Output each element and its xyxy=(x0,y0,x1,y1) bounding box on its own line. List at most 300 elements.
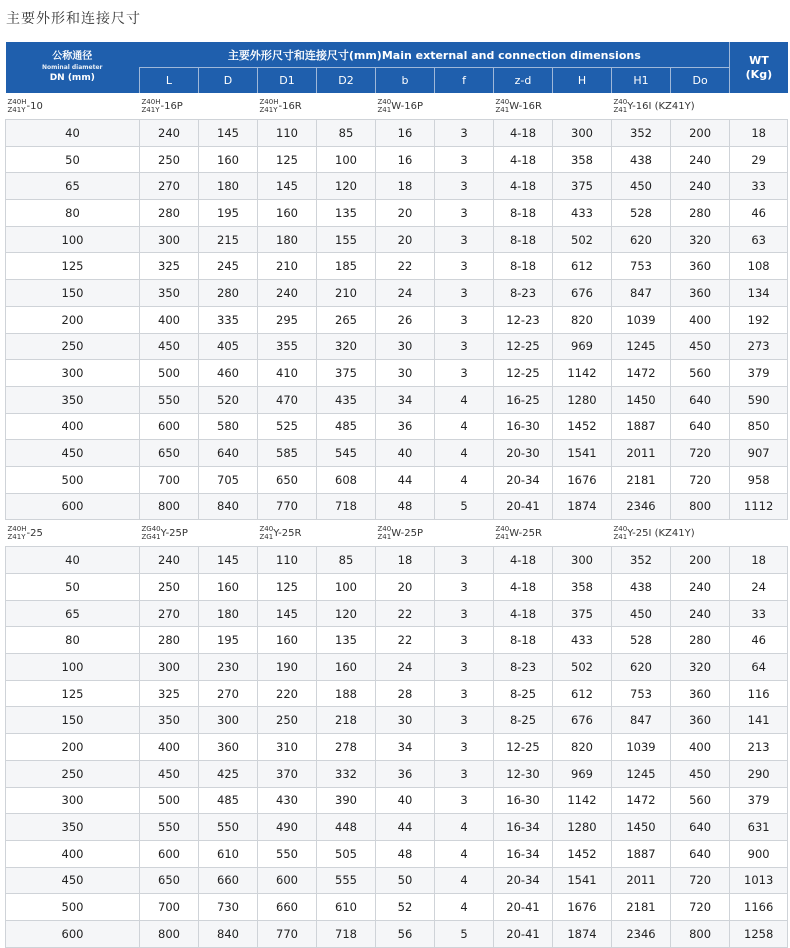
table-row xyxy=(6,360,788,387)
table-cell: 3 xyxy=(435,734,494,761)
table-cell: 358 xyxy=(553,146,612,173)
table-cell: 460 xyxy=(199,360,258,387)
dn-cell: 80 xyxy=(6,627,140,654)
dn-cell: 500 xyxy=(6,894,140,921)
model-suffix: Y-25R xyxy=(273,527,302,539)
table-cell: 705 xyxy=(199,466,258,493)
table-cell: 20-34 xyxy=(494,466,553,493)
table-cell: 352 xyxy=(612,547,671,574)
table-cell: 375 xyxy=(317,360,376,387)
model-prefix-line: Z41 xyxy=(613,533,628,542)
table-row xyxy=(6,413,788,440)
table-cell: 1039 xyxy=(612,306,671,333)
table-cell: 502 xyxy=(553,226,612,253)
dn-cell: 125 xyxy=(6,253,140,280)
table-cell: 660 xyxy=(199,867,258,894)
table-cell: 400 xyxy=(140,734,199,761)
table-cell: 400 xyxy=(140,306,199,333)
model-prefix xyxy=(378,98,392,114)
dn-cell: 40 xyxy=(6,547,140,574)
dn-cell: 300 xyxy=(6,360,140,387)
table-row xyxy=(6,600,788,627)
table-row xyxy=(6,787,788,814)
table-row xyxy=(6,867,788,894)
model-prefix-line: Z41 xyxy=(495,106,510,114)
table-cell: 560 xyxy=(671,787,730,814)
table-cell: 250 xyxy=(140,146,199,173)
table-cell: 213 xyxy=(730,734,788,761)
table-cell: 180 xyxy=(199,173,258,200)
model-prefix xyxy=(142,525,161,541)
table-row xyxy=(6,120,788,147)
table-cell: 800 xyxy=(671,493,730,520)
table-cell: 192 xyxy=(730,306,788,333)
table-cell: 430 xyxy=(258,787,317,814)
table-cell: 12-23 xyxy=(494,306,553,333)
table-cell: 720 xyxy=(671,867,730,894)
model-prefix-line: Z41 xyxy=(613,106,628,114)
model-suffix: W-16R xyxy=(509,100,542,112)
model-prefix-line: Z41 xyxy=(377,106,392,114)
table-cell: 12-30 xyxy=(494,760,553,787)
dn-cell: 400 xyxy=(6,413,140,440)
table-row xyxy=(6,707,788,734)
table-cell: 2346 xyxy=(612,493,671,520)
model-prefix xyxy=(614,98,628,114)
table-cell: 16-30 xyxy=(494,787,553,814)
model-prefix xyxy=(260,98,279,114)
model-label xyxy=(376,520,494,547)
table-cell: 3 xyxy=(435,146,494,173)
table-cell: 85 xyxy=(317,547,376,574)
model-prefix-line: Z40H xyxy=(7,98,27,106)
table-cell: 24 xyxy=(376,280,435,307)
table-cell: 1142 xyxy=(553,360,612,387)
table-cell: 240 xyxy=(671,146,730,173)
table-row xyxy=(6,466,788,493)
model-suffix: Y-16I (KZ41Y) xyxy=(627,100,695,112)
table-cell: 610 xyxy=(317,894,376,921)
table-cell: 44 xyxy=(376,466,435,493)
table-cell: 4 xyxy=(435,413,494,440)
table-cell: 220 xyxy=(258,680,317,707)
table-cell: 278 xyxy=(317,734,376,761)
table-cell: 16-30 xyxy=(494,413,553,440)
table-cell: 500 xyxy=(140,787,199,814)
table-cell: 145 xyxy=(199,120,258,147)
table-cell: 120 xyxy=(317,600,376,627)
table-cell: 1541 xyxy=(553,867,612,894)
table-cell: 250 xyxy=(258,707,317,734)
table-cell: 3 xyxy=(435,280,494,307)
model-label xyxy=(6,93,140,120)
dn-cell: 150 xyxy=(6,280,140,307)
table-cell: 433 xyxy=(553,200,612,227)
table-cell: 753 xyxy=(612,253,671,280)
dn-cell: 450 xyxy=(6,440,140,467)
table-row xyxy=(6,493,788,520)
dn-cell: 600 xyxy=(6,493,140,520)
table-cell: 300 xyxy=(553,120,612,147)
table-cell: 676 xyxy=(553,707,612,734)
table-cell: 3 xyxy=(435,547,494,574)
table-cell: 350 xyxy=(140,707,199,734)
table-row xyxy=(6,814,788,841)
table-cell: 840 xyxy=(199,493,258,520)
table-cell: 770 xyxy=(258,920,317,947)
model-prefix-line: Z41 xyxy=(495,533,510,542)
model-label xyxy=(258,93,376,120)
table-cell: 185 xyxy=(317,253,376,280)
table-cell: 1676 xyxy=(553,894,612,921)
table-cell: 600 xyxy=(258,867,317,894)
table-cell: 969 xyxy=(553,760,612,787)
table-row xyxy=(6,226,788,253)
table-cell: 240 xyxy=(140,547,199,574)
table-cell: 188 xyxy=(317,680,376,707)
table-cell: 12-25 xyxy=(494,333,553,360)
table-cell: 20-30 xyxy=(494,440,553,467)
table-cell: 360 xyxy=(671,280,730,307)
table-row xyxy=(6,840,788,867)
table-cell: 450 xyxy=(671,333,730,360)
table-cell: 300 xyxy=(140,226,199,253)
table-cell: 4 xyxy=(435,840,494,867)
table-cell: 33 xyxy=(730,173,788,200)
table-cell: 700 xyxy=(140,466,199,493)
table-row xyxy=(6,173,788,200)
model-label xyxy=(494,93,612,120)
table-cell: 36 xyxy=(376,413,435,440)
table-cell: 640 xyxy=(199,440,258,467)
table-cell: 4-18 xyxy=(494,547,553,574)
model-prefix-line: Z41Y xyxy=(259,106,278,114)
table-cell: 640 xyxy=(671,413,730,440)
table-cell: 160 xyxy=(199,146,258,173)
table-row xyxy=(6,760,788,787)
model-prefix-line: Z40 xyxy=(613,98,628,106)
table-cell: 608 xyxy=(317,466,376,493)
model-prefix xyxy=(496,98,510,114)
table-cell: 22 xyxy=(376,627,435,654)
table-cell: 4-18 xyxy=(494,600,553,627)
table-cell: 300 xyxy=(140,654,199,681)
table-cell: 145 xyxy=(258,173,317,200)
dn-cell: 80 xyxy=(6,200,140,227)
model-suffix: W-16P xyxy=(391,100,424,112)
model-prefix-line: Z41Y xyxy=(7,533,26,542)
table-cell: 332 xyxy=(317,760,376,787)
table-cell: 16 xyxy=(376,120,435,147)
table-cell: 310 xyxy=(258,734,317,761)
model-prefix-line: Z40H xyxy=(259,98,279,106)
table-cell: 26 xyxy=(376,306,435,333)
model-prefix xyxy=(8,98,27,114)
table-row xyxy=(6,547,788,574)
table-cell: 3 xyxy=(435,787,494,814)
table-cell: 800 xyxy=(140,920,199,947)
table-row xyxy=(6,306,788,333)
table-cell: 650 xyxy=(140,440,199,467)
table-cell: 18 xyxy=(730,120,788,147)
table-cell: 16-34 xyxy=(494,814,553,841)
table-cell: 1450 xyxy=(612,386,671,413)
table-cell: 4 xyxy=(435,466,494,493)
table-cell: 46 xyxy=(730,627,788,654)
table-cell: 320 xyxy=(671,226,730,253)
table-cell: 720 xyxy=(671,440,730,467)
table-row xyxy=(6,440,788,467)
table-cell: 145 xyxy=(258,600,317,627)
table-cell: 125 xyxy=(258,574,317,601)
table-cell: 1676 xyxy=(553,466,612,493)
dn-cell: 65 xyxy=(6,600,140,627)
model-label xyxy=(6,520,140,547)
table-cell: 820 xyxy=(553,306,612,333)
model-suffix: Y-25I (KZ41Y) xyxy=(627,527,695,539)
table-cell: 24 xyxy=(376,654,435,681)
table-cell: 190 xyxy=(258,654,317,681)
table-cell: 847 xyxy=(612,707,671,734)
table-cell: 550 xyxy=(258,840,317,867)
table-cell: 134 xyxy=(730,280,788,307)
column-header: f xyxy=(435,68,494,94)
table-cell: 528 xyxy=(612,627,671,654)
table-cell: 18 xyxy=(376,173,435,200)
model-suffix: Y-25P xyxy=(160,527,188,539)
table-cell: 108 xyxy=(730,253,788,280)
table-cell: 1541 xyxy=(553,440,612,467)
table-cell: 195 xyxy=(199,627,258,654)
table-cell: 3 xyxy=(435,627,494,654)
table-cell: 390 xyxy=(317,787,376,814)
table-cell: 48 xyxy=(376,493,435,520)
table-cell: 280 xyxy=(671,200,730,227)
table-cell: 3 xyxy=(435,200,494,227)
dimensions-group-header: 主要外形尺寸和连接尺寸(mm)Main external and connection dimensions xyxy=(140,42,730,68)
table-cell: 240 xyxy=(140,120,199,147)
table-cell: 660 xyxy=(258,894,317,921)
table-cell: 720 xyxy=(671,894,730,921)
table-cell: 210 xyxy=(317,280,376,307)
table-cell: 847 xyxy=(612,280,671,307)
table-cell: 100 xyxy=(317,146,376,173)
table-cell: 620 xyxy=(612,654,671,681)
table-cell: 20-34 xyxy=(494,867,553,894)
table-cell: 907 xyxy=(730,440,788,467)
table-cell: 3 xyxy=(435,574,494,601)
table-cell: 550 xyxy=(140,814,199,841)
table-cell: 300 xyxy=(553,547,612,574)
table-cell: 720 xyxy=(671,466,730,493)
dn-cell: 250 xyxy=(6,760,140,787)
table-cell: 820 xyxy=(553,734,612,761)
table-cell: 240 xyxy=(258,280,317,307)
table-cell: 160 xyxy=(199,574,258,601)
table-cell: 34 xyxy=(376,734,435,761)
table-cell: 160 xyxy=(258,627,317,654)
table-cell: 210 xyxy=(258,253,317,280)
table-cell: 145 xyxy=(199,547,258,574)
table-cell: 1887 xyxy=(612,413,671,440)
table-cell: 16-34 xyxy=(494,840,553,867)
table-cell: 355 xyxy=(258,333,317,360)
table-cell: 2346 xyxy=(612,920,671,947)
table-cell: 505 xyxy=(317,840,376,867)
table-cell: 22 xyxy=(376,600,435,627)
table-cell: 350 xyxy=(140,280,199,307)
table-cell: 2181 xyxy=(612,894,671,921)
dn-cell: 200 xyxy=(6,306,140,333)
table-cell: 16 xyxy=(376,146,435,173)
table-cell: 12-25 xyxy=(494,360,553,387)
dn-cell: 100 xyxy=(6,226,140,253)
table-cell: 335 xyxy=(199,306,258,333)
table-cell: 120 xyxy=(317,173,376,200)
table-cell: 135 xyxy=(317,627,376,654)
table-cell: 8-18 xyxy=(494,200,553,227)
table-cell: 433 xyxy=(553,627,612,654)
table-cell: 230 xyxy=(199,654,258,681)
model-suffix: -16P xyxy=(160,100,183,112)
model-prefix-line: ZG40 xyxy=(141,525,161,534)
table-cell: 3 xyxy=(435,600,494,627)
table-cell: 320 xyxy=(317,333,376,360)
table-cell: 375 xyxy=(553,173,612,200)
table-cell: 46 xyxy=(730,200,788,227)
table-cell: 56 xyxy=(376,920,435,947)
table-row xyxy=(6,654,788,681)
model-prefix xyxy=(142,98,161,114)
table-cell: 265 xyxy=(317,306,376,333)
table-cell: 1258 xyxy=(730,920,788,947)
table-cell: 969 xyxy=(553,333,612,360)
table-cell: 63 xyxy=(730,226,788,253)
table-cell: 85 xyxy=(317,120,376,147)
table-cell: 40 xyxy=(376,787,435,814)
dn-header-cn: 公称通径 xyxy=(52,51,93,62)
model-suffix: -16R xyxy=(278,100,302,112)
dn-cell: 50 xyxy=(6,574,140,601)
table-cell: 1280 xyxy=(553,386,612,413)
table-cell: 410 xyxy=(258,360,317,387)
table-cell: 1245 xyxy=(612,333,671,360)
table-cell: 22 xyxy=(376,253,435,280)
table-cell: 360 xyxy=(671,680,730,707)
table-cell: 20-41 xyxy=(494,493,553,520)
dn-header-unit: DN (mm) xyxy=(49,73,95,83)
table-cell: 110 xyxy=(258,120,317,147)
table-cell: 1874 xyxy=(553,493,612,520)
table-cell: 320 xyxy=(671,654,730,681)
table-cell: 273 xyxy=(730,333,788,360)
table-cell: 8-25 xyxy=(494,707,553,734)
table-cell: 16-25 xyxy=(494,386,553,413)
table-cell: 28 xyxy=(376,680,435,707)
table-cell: 3 xyxy=(435,680,494,707)
table-cell: 20-41 xyxy=(494,894,553,921)
table-cell: 550 xyxy=(140,386,199,413)
table-cell: 116 xyxy=(730,680,788,707)
table-cell: 405 xyxy=(199,333,258,360)
table-cell: 490 xyxy=(258,814,317,841)
table-cell: 33 xyxy=(730,600,788,627)
table-cell: 64 xyxy=(730,654,788,681)
table-cell: 200 xyxy=(671,547,730,574)
table-cell: 379 xyxy=(730,787,788,814)
table-cell: 1874 xyxy=(553,920,612,947)
table-cell: 215 xyxy=(199,226,258,253)
table-cell: 360 xyxy=(671,253,730,280)
table-cell: 650 xyxy=(258,466,317,493)
table-cell: 450 xyxy=(140,333,199,360)
table-cell: 5 xyxy=(435,920,494,947)
table-cell: 245 xyxy=(199,253,258,280)
table-cell: 470 xyxy=(258,386,317,413)
table-cell: 1142 xyxy=(553,787,612,814)
wt-header-unit: (Kg) xyxy=(745,67,773,81)
model-prefix xyxy=(614,525,628,541)
table-cell: 8-25 xyxy=(494,680,553,707)
table-cell: 545 xyxy=(317,440,376,467)
model-prefix-line: Z41 xyxy=(377,533,392,542)
table-cell: 325 xyxy=(140,253,199,280)
table-cell: 700 xyxy=(140,894,199,921)
table-cell: 360 xyxy=(671,707,730,734)
table-cell: 240 xyxy=(671,600,730,627)
table-cell: 141 xyxy=(730,707,788,734)
table-cell: 718 xyxy=(317,920,376,947)
table-cell: 580 xyxy=(199,413,258,440)
model-prefix xyxy=(260,525,274,541)
table-row xyxy=(6,894,788,921)
table-cell: 590 xyxy=(730,386,788,413)
model-label xyxy=(612,93,788,120)
model-label xyxy=(376,93,494,120)
table-cell: 555 xyxy=(317,867,376,894)
table-cell: 1472 xyxy=(612,360,671,387)
model-prefix-line: Z40H xyxy=(7,525,27,534)
table-cell: 1887 xyxy=(612,840,671,867)
dn-cell: 350 xyxy=(6,386,140,413)
dn-cell: 65 xyxy=(6,173,140,200)
table-cell: 850 xyxy=(730,413,788,440)
table-cell: 20-41 xyxy=(494,920,553,947)
table-cell: 612 xyxy=(553,253,612,280)
table-cell: 4-18 xyxy=(494,173,553,200)
table-cell: 5 xyxy=(435,493,494,520)
table-cell: 525 xyxy=(258,413,317,440)
column-header: D1 xyxy=(258,68,317,94)
table-cell: 1039 xyxy=(612,734,671,761)
table-cell: 600 xyxy=(140,840,199,867)
table-row xyxy=(6,920,788,947)
table-cell: 360 xyxy=(199,734,258,761)
column-header: H xyxy=(553,68,612,94)
table-cell: 800 xyxy=(140,493,199,520)
table-cell: 34 xyxy=(376,386,435,413)
table-cell: 438 xyxy=(612,574,671,601)
table-cell: 370 xyxy=(258,760,317,787)
table-cell: 4-18 xyxy=(494,574,553,601)
table-cell: 4 xyxy=(435,814,494,841)
table-cell: 160 xyxy=(258,200,317,227)
column-header: H1 xyxy=(612,68,671,94)
table-cell: 438 xyxy=(612,146,671,173)
table-cell: 425 xyxy=(199,760,258,787)
dn-cell: 400 xyxy=(6,840,140,867)
table-cell: 1452 xyxy=(553,413,612,440)
